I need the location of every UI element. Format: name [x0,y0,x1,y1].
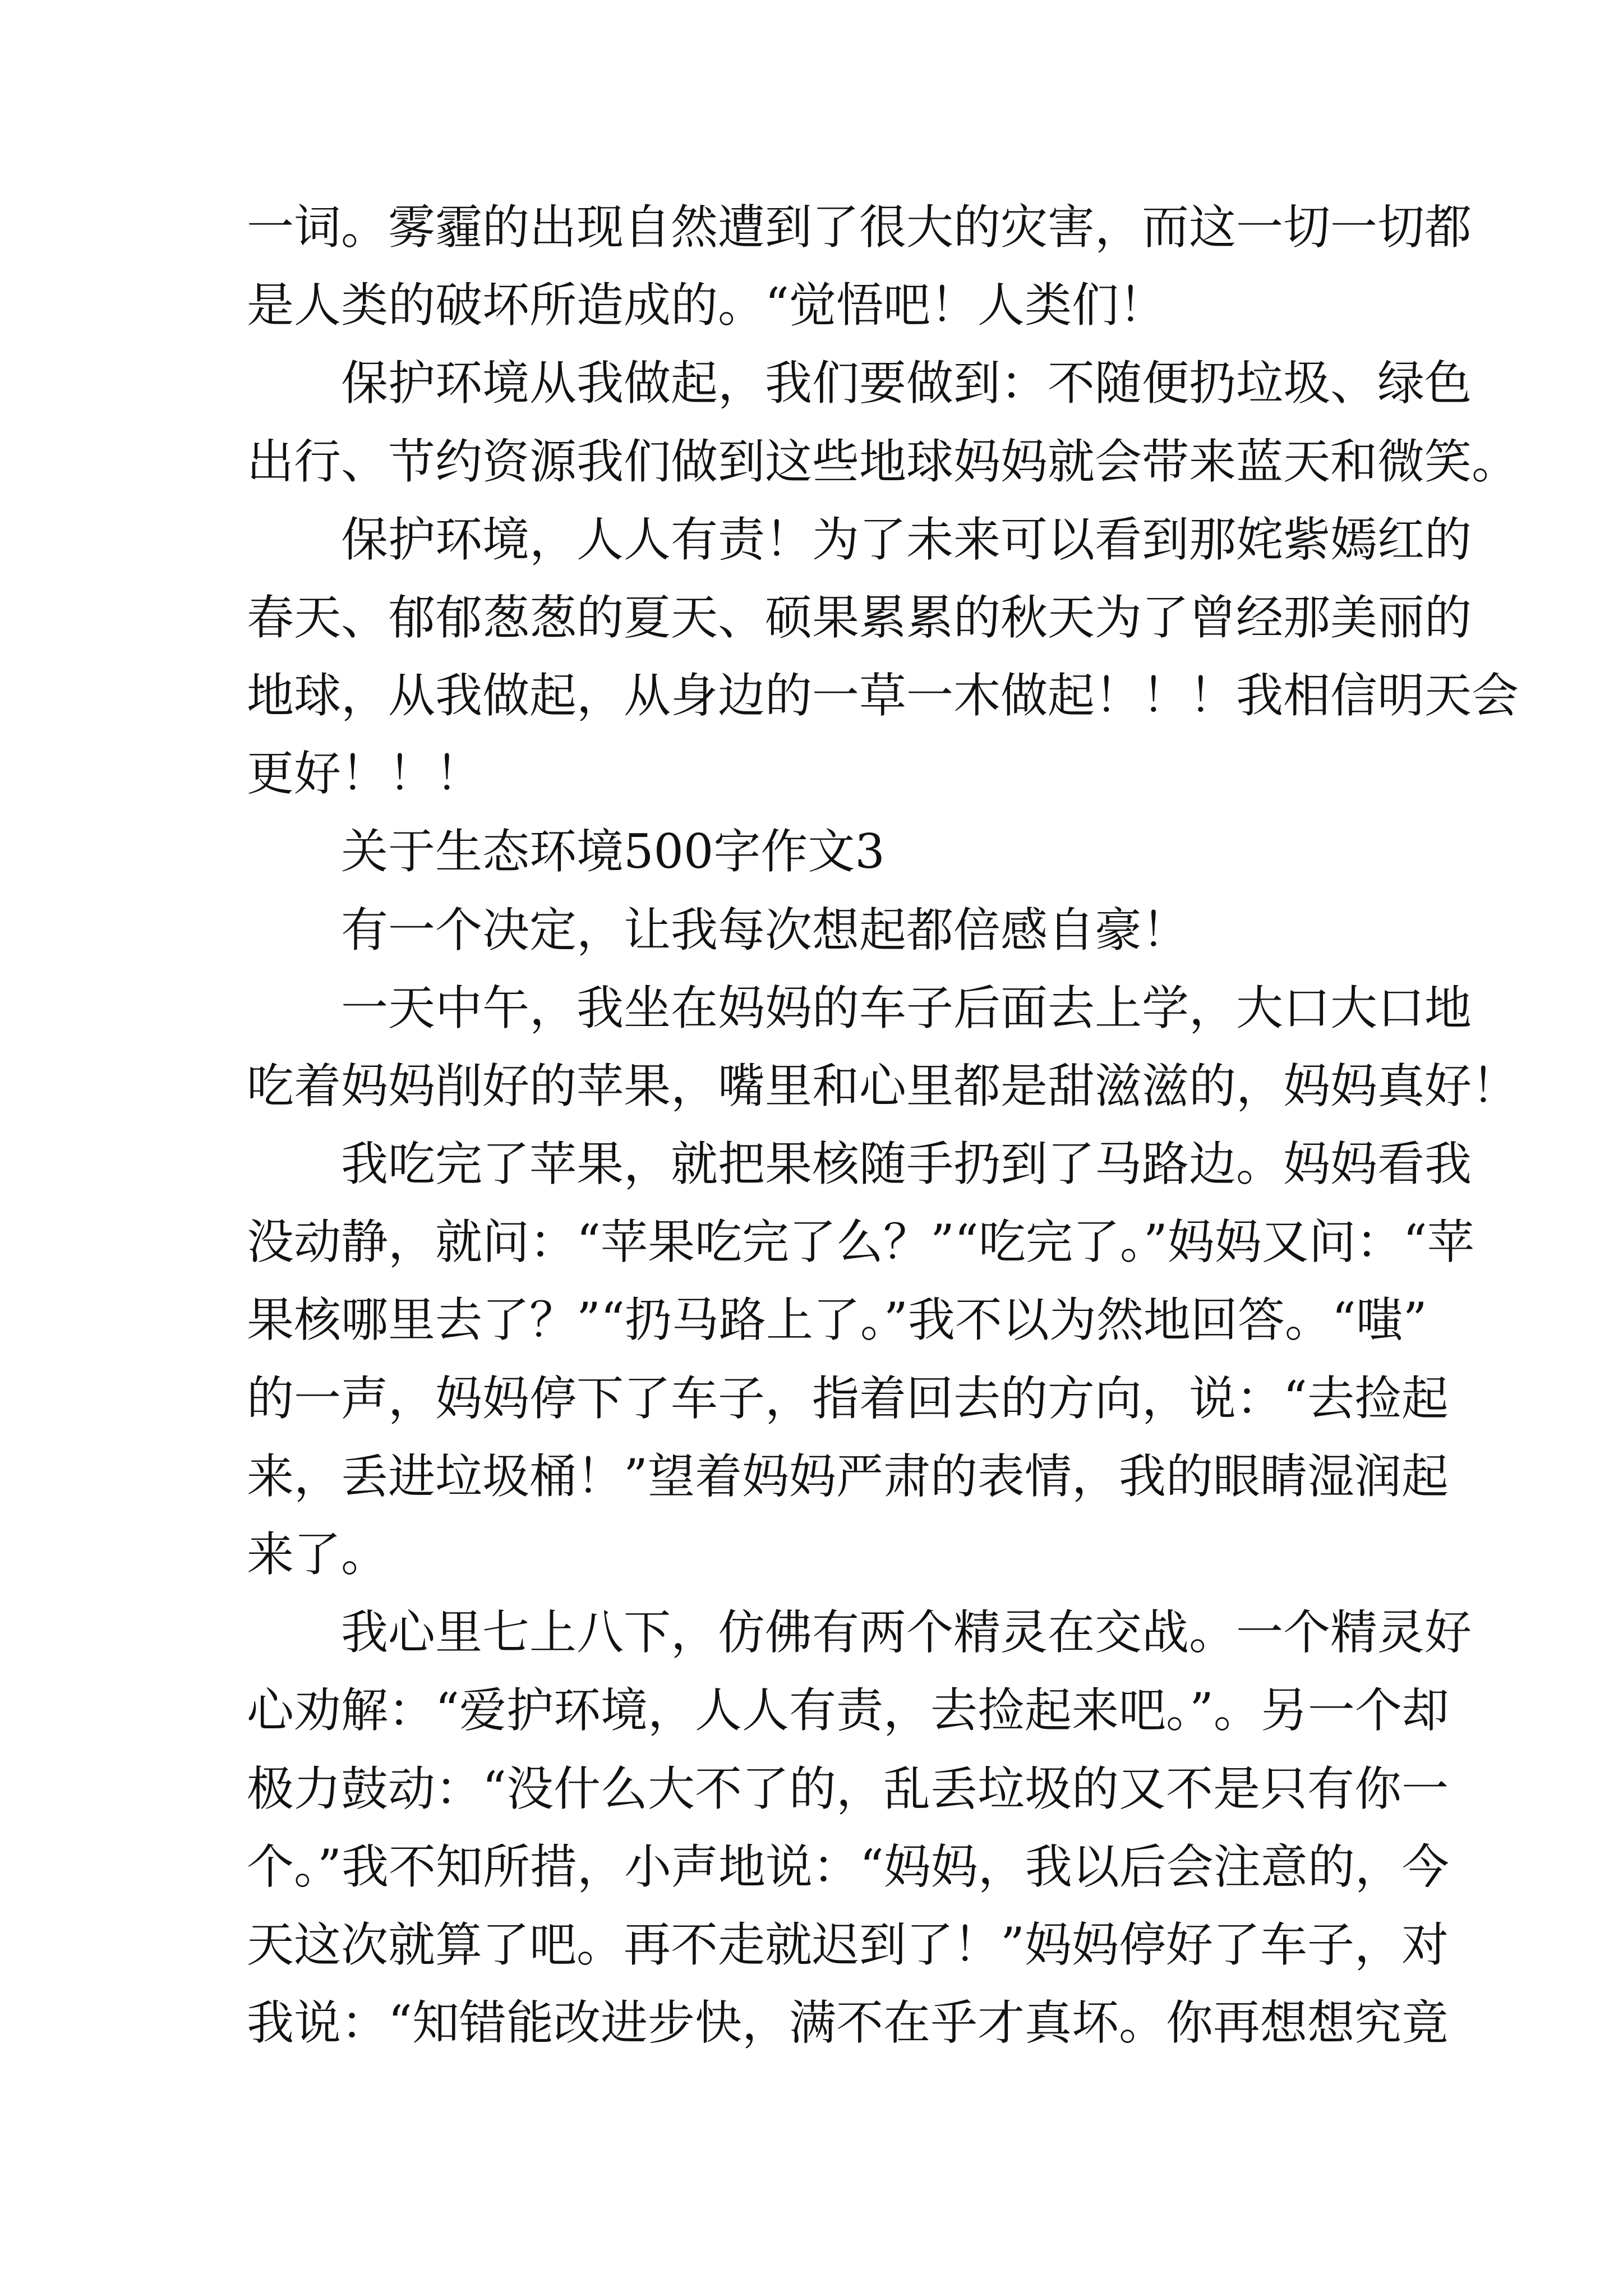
text-line: 我说：“知错能改进步快，满不在乎才真坏。你再想想究竟 [247,1995,1449,2050]
paragraph-first-line: 我吃完了苹果，就把果核随手扔到了马路边。妈妈看我 [341,1137,1472,1191]
text-line: 心劝解：“爱护环境，人人有责，去捡起来吧。”。另一个却 [247,1683,1449,1738]
text-line: 地球，从我做起，从身边的一草一木做起！！！我相信明天会 [247,668,1519,723]
paragraph-first-line: 保护环境，人人有责！为了未来可以看到那姹紫嫣红的 [341,512,1472,567]
paragraph-first-line: 一天中午，我坐在妈妈的车子后面去上学，大口大口地 [341,981,1472,1036]
paragraph-first-line: 我心里七上八下，仿佛有两个精灵在交战。一个精灵好 [341,1605,1472,1660]
paragraph-first-line: 有一个决定，让我每次想起都倍感自豪！ [341,903,1189,958]
paragraph-first-line: 保护环境从我做起，我们要做到：不随便扔垃圾、绿色 [341,356,1472,411]
text-line: 来了。 [247,1527,389,1582]
text-line: 来，丢进垃圾桶！”望着妈妈严肃的表情，我的眼睛湿润起 [247,1449,1449,1504]
text-line: 出行、节约资源我们做到这些地球妈妈就会带来蓝天和微笑。 [247,434,1519,489]
text-line: 一词。雾霾的出现自然遭到了很大的灾害，而这一切一切都 [247,200,1472,255]
text-line: 没动静，就问：“苹果吃完了么？”“吃完了。”妈妈又问：“苹 [247,1214,1474,1269]
text-line: 吃着妈妈削好的苹果，嘴里和心里都是甜滋滋的，妈妈真好！ [247,1059,1519,1114]
text-line: 极力鼓动：“没什么大不了的，乱丢垃圾的又不是只有你一 [247,1761,1449,1816]
text-line: 的一声，妈妈停下了车子，指着回去的方向，说：“去捡起 [247,1371,1449,1426]
text-line: 是人类的破坏所造成的。“觉悟吧！人类们！ [247,278,1166,333]
text-line: 天这次就算了吧。再不走就迟到了！”妈妈停好了车子，对 [247,1917,1449,1972]
text-line: 果核哪里去了？”“扔马路上了。”我不以为然地回答。“嗤” [247,1292,1427,1347]
text-line: 个。”我不知所措，小声地说：“妈妈，我以后会注意的，今 [247,1839,1449,1894]
text-line: 更好！！！ [247,746,483,801]
section-heading: 关于生态环境500字作文3 [341,824,885,879]
text-line: 春天、郁郁葱葱的夏天、硕果累累的秋天为了曾经那美丽的 [247,590,1472,645]
